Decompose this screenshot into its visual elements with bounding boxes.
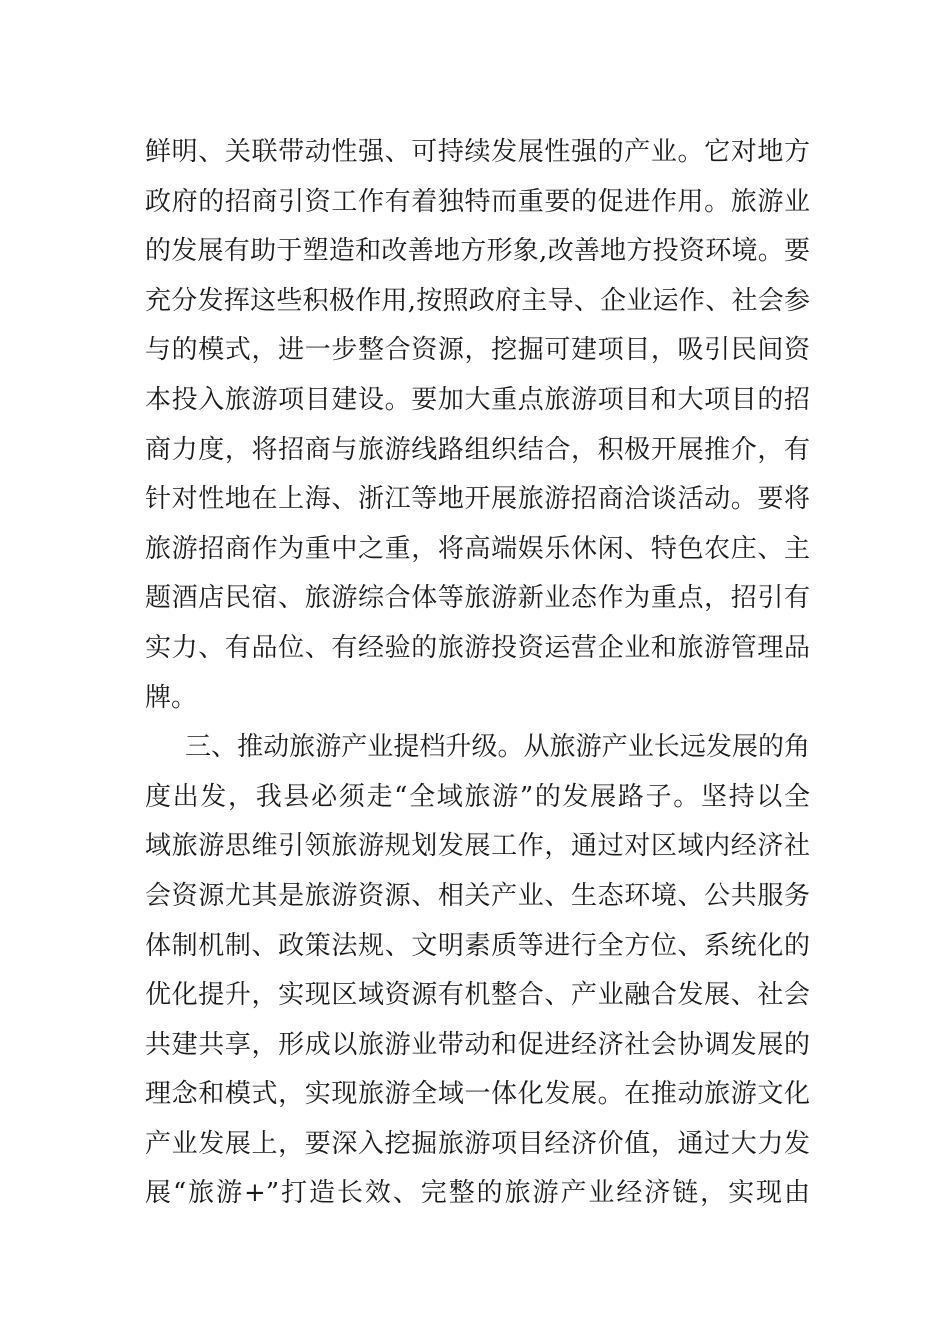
text-line: 商力度，将招商与旅游线路组织结合，积极开展推介，有	[145, 434, 810, 465]
text-line: 域旅游思维引领旅游规划发展工作，通过对区域内经济社	[145, 831, 810, 862]
text-line: 实力、有品位、有经验的旅游投资运营企业和旅游管理品	[145, 632, 810, 663]
text-line: 题酒店民宿、旅游综合体等旅游新业态作为重点，招引有	[145, 583, 810, 614]
text-line: 体制机制、政策法规、文明素质等进行全方位、系统化的	[145, 930, 810, 961]
text-line: 三、推动旅游产业提档升级。从旅游产业长远发展的角	[185, 732, 810, 763]
document-body	[145, 128, 810, 1219]
text-line: 共建共享，形成以旅游业带动和促进经济社会协调发展的	[145, 1029, 810, 1060]
text-line: 旅游招商作为重中之重，将高端娱乐休闲、特色农庄、主	[145, 533, 810, 564]
text-line: 本投入旅游项目建设。要加大重点旅游项目和大项目的招	[145, 384, 810, 415]
text-line: 的发展有助于塑造和改善地方形象,改善地方投资环境。要	[145, 236, 810, 267]
text-line: 政府的招商引资工作有着独特而重要的促进作用。旅游业	[145, 186, 810, 217]
paragraph-2	[145, 723, 810, 1219]
text-line: 牌。	[145, 682, 198, 713]
text-line: 优化提升，实现区域资源有机整合、产业融合发展、社会	[145, 980, 810, 1011]
text-line: 鲜明、关联带动性强、可持续发展性强的产业。它对地方	[145, 137, 810, 167]
text-line: 展“旅游+”打造长效、完整的旅游产业经济链，实现由	[145, 1178, 810, 1209]
text-line: 充分发挥这些积极作用,按照政府主导、企业运作、社会参	[145, 285, 810, 316]
paragraph-1	[145, 128, 810, 723]
text-line: 与的模式，进一步整合资源，挖掘可建项目，吸引民间资	[145, 335, 810, 366]
text-line: 度出发，我县必须走“全域旅游”的发展路子。坚持以全	[145, 781, 810, 812]
text-line: 针对性地在上海、浙江等地开展旅游招商洽谈活动。要将	[145, 484, 810, 515]
text-line: 会资源尤其是旅游资源、相关产业、生态环境、公共服务	[145, 880, 810, 911]
text-line: 理念和模式，实现旅游全域一体化发展。在推动旅游文化	[145, 1079, 810, 1110]
text-line: 产业发展上，要深入挖掘旅游项目经济价值，通过大力发	[145, 1128, 810, 1159]
